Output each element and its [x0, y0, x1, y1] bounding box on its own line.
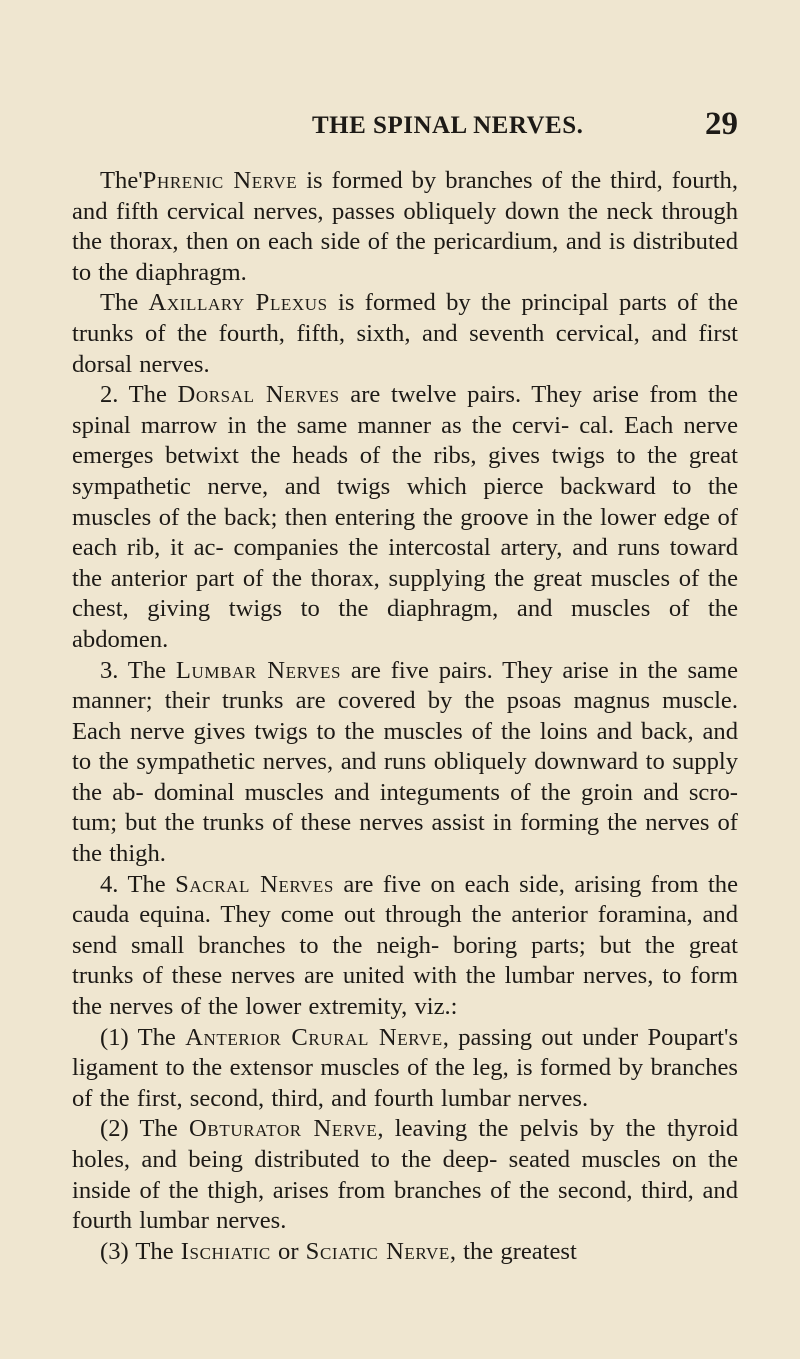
paragraph-text: is formed by the principal parts of the trunks of the fourth, fifth, sixth, and seventh cervical, and first dorsal nerves.	[72, 289, 738, 378]
paragraph-sacral-nerves	[72, 870, 738, 1023]
paragraph-lead: (1) The	[100, 1023, 186, 1051]
paragraph-connector: or	[270, 1237, 306, 1265]
term-phrenic-nerve: Phrenic Nerve	[142, 167, 298, 194]
paragraph-text: are twelve pairs. They arise from the spinal marrow in the same manner as the cervi- cal. Each nerve emerges betwixt the heads of the ribs, gives twigs to the great sympathetic nerve, and twigs which pierce backward to the muscles of the back; then entering the groove in the lower edge of each rib, it ac- companies the intercostal artery, and runs toward the anterior part of the thorax, supplying the great muscles of the chest, giving twigs to the diaphragm, and muscles of the abdomen.	[72, 381, 738, 653]
paragraph-anterior-crural-nerve	[72, 1023, 738, 1115]
term-sacral-nerves: Sacral Nerves	[175, 870, 334, 898]
paragraph-text: , passing out under Poupart's ligament to the extensor muscles of the leg, is formed by branches of the first, second, third, and fourth lumbar nerves.	[72, 1023, 739, 1112]
paragraph-text: , the greatest	[449, 1237, 577, 1265]
paragraph-text: , leaving the pelvis by the thyroid holes, and being distributed to the deep- seated muscles on the inside of the thigh, arises from branches of the second, third, and fourth lumbar nerves.	[72, 1115, 739, 1235]
paragraph-phrenic-nerve	[72, 166, 738, 288]
paragraph-text: are five on each side, arising from the cauda equina. They come out through the anterior foramina, and send small branches to the neigh- boring parts; but the great trunks of these nerves are united with the lumbar nerves, to form the nerves of the lower extremity, viz.:	[72, 870, 738, 1021]
paragraph-lead: The	[100, 289, 149, 317]
paragraph-lead: 2. The	[100, 381, 178, 409]
term-dorsal-nerves: Dorsal Nerves	[177, 381, 340, 409]
page-number: 29	[705, 106, 738, 142]
running-head	[0, 106, 800, 152]
paragraph-lead: 3. The	[100, 656, 176, 684]
term-lumbar-nerves: Lumbar Nerves	[175, 656, 342, 684]
term-ischiatic: Ischiatic	[180, 1237, 271, 1265]
paragraph-text: is formed by branches of the third, fourth, and fifth cervical nerves, passes obliquely down the neck through the thorax, then on each side of the pericardium, and is distributed to the diaphragm.	[72, 167, 738, 286]
paragraph-lead: The'	[100, 167, 143, 194]
body-text	[72, 166, 738, 1267]
paragraph-lead: (2) The	[100, 1115, 190, 1143]
paragraph-lead: (3) The	[100, 1237, 181, 1265]
term-axillary-plexus: Axillary Plexus	[148, 289, 328, 317]
paragraph-sciatic-nerve	[72, 1237, 738, 1268]
term-anterior-crural-nerve: Anterior Crural Nerve	[185, 1023, 443, 1051]
term-obturator-nerve: Obturator Nerve	[189, 1115, 378, 1143]
paragraph-lumbar-nerves	[72, 656, 738, 870]
paragraph-dorsal-nerves	[72, 380, 738, 655]
paragraph-axillary-plexus	[72, 288, 738, 380]
term-sciatic-nerve: Sciatic Nerve	[305, 1237, 450, 1265]
paragraph-text: are five pairs. They arise in the same manner; their trunks are covered by the psoas magnus muscle. Each nerve gives twigs to the muscles of the loins and back, and to the sympathetic nerves, and runs obliquely downward to supply the ab- dominal muscles and integuments of the groin and scro- tum; but the trunks of these nerves assist in forming the nerves of the thigh.	[72, 656, 738, 868]
paragraph-lead: 4. The	[100, 870, 176, 898]
running-title: THE SPINAL NERVES.	[312, 112, 584, 139]
paragraph-obturator-nerve	[72, 1114, 738, 1236]
